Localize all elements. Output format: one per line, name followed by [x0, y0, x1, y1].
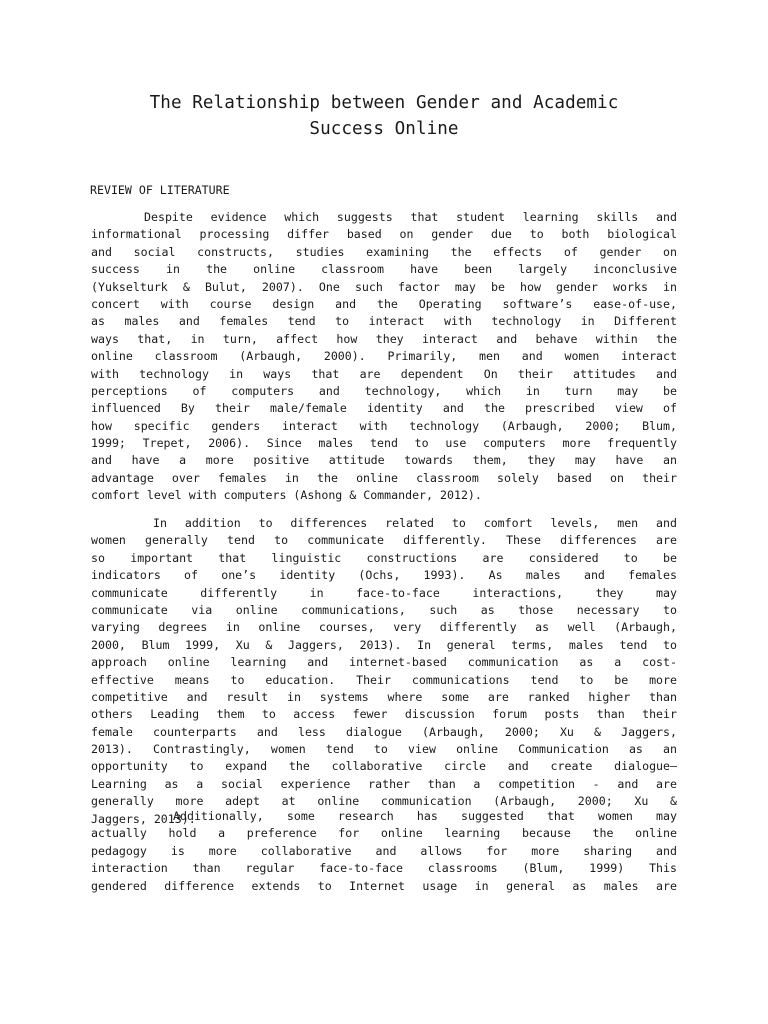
title-line: The Relationship between Gender and Academic — [149, 93, 619, 113]
paragraph-line: (Yukselturk & Bulut, 2007). One such factor may be how gender works in — [91, 279, 677, 294]
paragraph-line: opportunity to expand the collaborative circle and create dialogue— — [91, 759, 677, 774]
paragraph-line: communicate via online communications, such as those necessary to — [91, 602, 677, 617]
paragraph-line: informational processing differ based on gender due to both biological — [91, 227, 677, 242]
paragraph-line: others Leading them to access fewer discussion forum posts than their — [91, 707, 677, 722]
paragraph-line: communicate differently in face-to-face interactions, they may — [91, 585, 677, 600]
paragraph-line: with technology in ways that are dependent On their attitudes and — [91, 366, 677, 381]
paragraph-line: interaction than regular face-to-face classrooms (Blum, 1999) This — [91, 861, 677, 876]
paragraph-line: generally more adept at online communication (Arbaugh, 2000; Xu & — [91, 794, 677, 809]
paragraph-line: 2013). Contrastingly, women tend to view online Communication as an — [91, 742, 677, 757]
paragraph-line: approach online learning and internet-based communication as a cost- — [91, 655, 677, 670]
paragraph-1 — [91, 209, 677, 505]
paragraph-line: perceptions of computers and technology, which in turn may be — [91, 383, 677, 398]
paragraph-line: how specific genders interact with technology (Arbaugh, 2000; Blum, — [91, 418, 677, 433]
paragraph-line: gendered difference extends to Internet usage in general as males are — [91, 878, 677, 893]
paragraph-line: pedagogy is more collaborative and allows for more sharing and — [91, 843, 677, 858]
paragraph-line: comfort level with computers (Ashong & Commander, 2012). — [91, 488, 482, 503]
paragraph-line: Jaggers, 2013). — [91, 811, 196, 826]
paragraph-line: advantage over females in the online classroom solely based on their — [91, 470, 677, 485]
paragraph-line: concert with course design and the Operating software’s ease-of-use, — [91, 296, 677, 311]
paragraph-line: 1999; Trepet, 2006). Since males tend to use computers more frequently — [91, 436, 677, 451]
paragraph-line: varying degrees in online courses, very differently as well (Arbaugh, — [91, 620, 677, 635]
paragraph-line: and social constructs, studies examining the effects of gender on — [91, 244, 677, 259]
paragraph-line: In addition to differences related to comfort levels, men and — [153, 516, 677, 530]
paragraph-line: and have a more positive attitude towards them, they may have an — [91, 453, 677, 468]
paragraph-line: women generally tend to communicate differently. These differences are — [91, 533, 677, 548]
paragraph-line: influenced By their male/female identity and the prescribed view of — [91, 401, 677, 416]
paragraph-line: indicators of one’s identity (Ochs, 1993). As males and females — [91, 568, 677, 583]
paragraph-line: as males and females tend to interact with technology in Different — [91, 314, 677, 329]
title-line: Success Online — [309, 119, 459, 139]
paragraph-line: Additionally, some research has suggested that women may — [173, 809, 677, 823]
paragraph-line: Despite evidence which suggests that student learning skills and — [144, 210, 677, 224]
paragraph-line: success in the online classroom have been largely inconclusive — [91, 262, 677, 277]
paragraph-line: so important that linguistic constructions are considered to be — [91, 550, 677, 565]
paragraph-line: actually hold a preference for online learning because the online — [91, 826, 677, 841]
paragraph-line: Learning as a social experience rather than a competition - and are — [91, 776, 677, 791]
document-title — [90, 90, 678, 142]
section-heading: REVIEW OF LITERATURE — [90, 183, 230, 197]
paragraph-line: competitive and result in systems where some are ranked higher than — [91, 689, 677, 704]
paragraph-line: effective means to education. Their communications tend to be more — [91, 672, 677, 687]
paragraph-line: female counterparts and less dialogue (Arbaugh, 2000; Xu & Jaggers, — [91, 724, 677, 739]
paragraph-3 — [91, 808, 677, 895]
paragraph-line: ways that, in turn, affect how they interact and behave within the — [91, 331, 677, 346]
paragraph-line: 2000, Blum 1999, Xu & Jaggers, 2013). In general terms, males tend to — [91, 637, 677, 652]
paragraph-line: online classroom (Arbaugh, 2000). Primarily, men and women interact — [91, 349, 677, 364]
paragraph-2 — [91, 515, 677, 828]
